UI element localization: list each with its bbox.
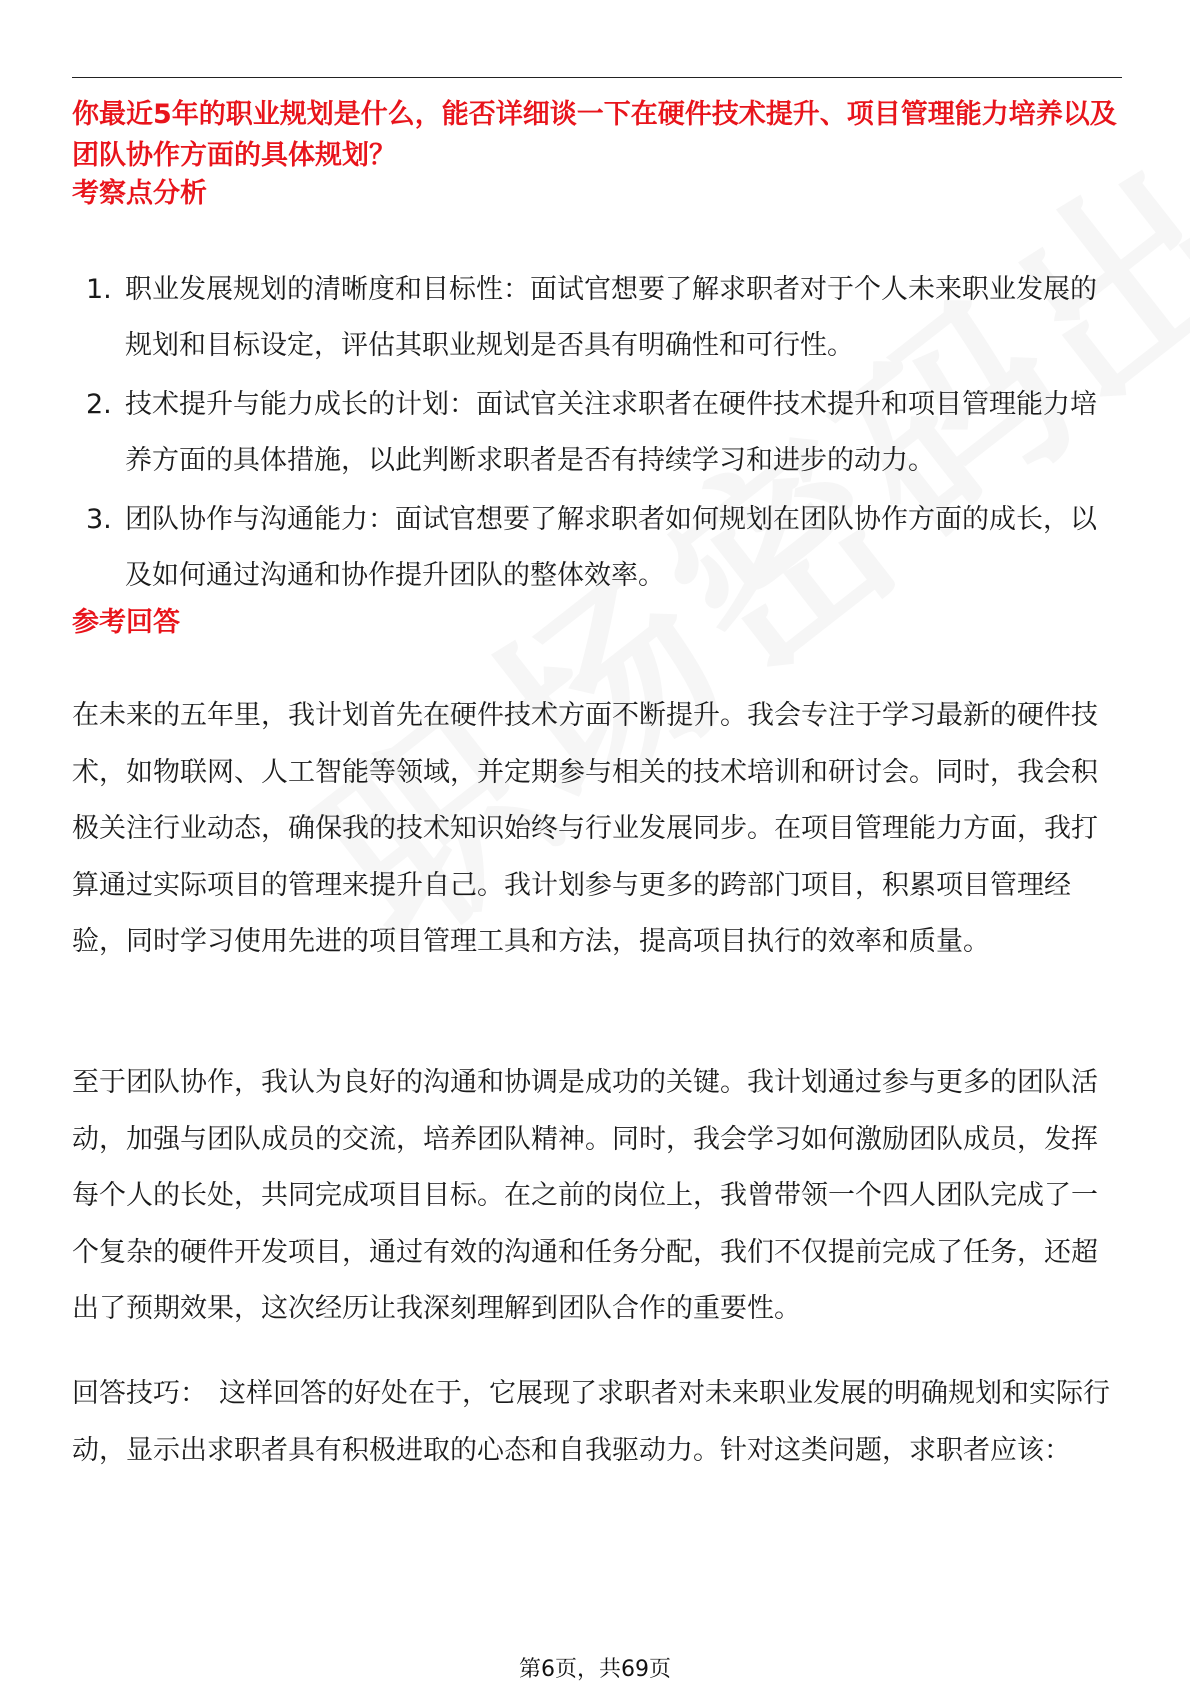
analysis-item-number: 1. (86, 274, 112, 305)
analysis-item-text: 技术提升与能力成长的计划：面试官关注求职者在硬件技术提升和项目管理能力培养方面的具体措施，以此判断求职者是否有持续学习和进步的动力。 (125, 389, 1097, 476)
tips-text: 这样回答的好处在于，它展现了求职者对未来职业发展的明确规划和实际行动，显示出求职者具有积极进取的心态和自我驱动力。针对这类问题，求职者应该： (72, 1378, 1110, 1466)
analysis-list (72, 262, 1122, 607)
analysis-item-number: 2. (86, 389, 112, 420)
tips-label: 回答技巧： (72, 1378, 207, 1409)
analysis-item-number: 3. (86, 504, 112, 535)
page-number: 第6页，共69页 (519, 1657, 671, 1682)
analysis-heading: 考察点分析 (72, 178, 207, 209)
analysis-item-3 (72, 492, 1122, 604)
answer-heading: 参考回答 (72, 607, 180, 638)
analysis-item-2 (72, 377, 1122, 489)
analysis-item-text: 职业发展规划的清晰度和目标性：面试官想要了解求职者对于个人未来职业发展的规划和目标设定，评估其职业规划是否具有明确性和可行性。 (125, 274, 1097, 361)
question-title: 你最近5年的职业规划是什么，能否详细谈一下在硬件技术提升、项目管理能力培养以及团队协作方面的具体规划？ (72, 99, 1117, 171)
analysis-item-text: 团队协作与沟通能力：面试官想要了解求职者如何规划在团队协作方面的成长，以及如何通过沟通和协作提升团队的整体效率。 (125, 504, 1097, 591)
analysis-item-1 (72, 262, 1122, 374)
answer-paragraph-2: 至于团队协作，我认为良好的沟通和协调是成功的关键。我计划通过参与更多的团队活动，加强与团队成员的交流，培养团队精神。同时，我会学习如何激励团队成员，发挥每个人的长处，共同完成项目目标。在之前的岗位上，我曾带领一个四人团队完成了一个复杂的硬件开发项目，通过有效的沟通和任务分配，我们不仅提前完成了任务，还超出了预期效果，这次经历让我深刻理解到团队合作的重要性。 (72, 1067, 1098, 1324)
tips-paragraph (72, 1366, 1122, 1479)
top-divider (72, 77, 1122, 78)
answer-paragraph-1: 在未来的五年里，我计划首先在硬件技术方面不断提升。我会专注于学习最新的硬件技术，如物联网、人工智能等领域，并定期参与相关的技术培训和研讨会。同时，我会积极关注行业动态，确保我的技术知识始终与行业发展同步。在项目管理能力方面，我打算通过实际项目的管理来提升自己。我计划参与更多的跨部门项目，积累项目管理经验，同时学习使用先进的项目管理工具和方法，提高项目执行的效率和质量。 (72, 700, 1098, 957)
